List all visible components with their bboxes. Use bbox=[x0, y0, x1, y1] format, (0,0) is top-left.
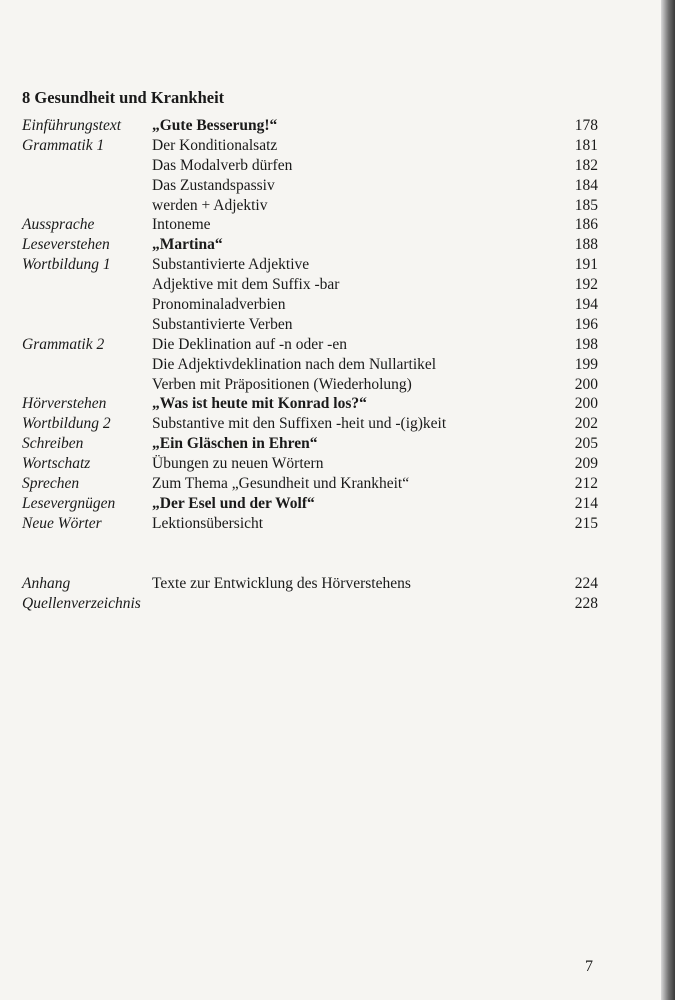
toc-entry bbox=[22, 375, 598, 395]
toc-entry bbox=[22, 156, 598, 176]
toc-section-label bbox=[22, 176, 152, 196]
toc-entry-title: „Martina“ bbox=[152, 236, 223, 254]
toc-entry bbox=[22, 136, 598, 156]
toc-section-label bbox=[22, 196, 152, 216]
toc-section-label bbox=[22, 295, 152, 315]
toc-entry bbox=[22, 295, 598, 315]
toc-section-label: Wortschatz bbox=[22, 455, 91, 473]
toc-entry bbox=[22, 275, 598, 295]
toc-page-number: 192 bbox=[574, 276, 598, 294]
toc-entry-title: Die Deklination auf -n oder -en bbox=[152, 335, 347, 353]
toc-page-number: 224 bbox=[574, 575, 598, 592]
toc-page-number: 196 bbox=[574, 315, 598, 333]
toc-entry bbox=[22, 454, 598, 474]
toc-section-label: Sprechen bbox=[22, 475, 80, 493]
toc-entry-title: Zum Thema „Gesundheit und Krankheit“ bbox=[152, 475, 410, 493]
toc-entry bbox=[22, 414, 598, 434]
toc-entry bbox=[22, 315, 598, 335]
toc-entry bbox=[22, 116, 598, 136]
toc-section-label bbox=[22, 275, 152, 295]
toc-entry-title: Das Zustandspassiv bbox=[152, 176, 275, 194]
toc-section-label bbox=[22, 156, 152, 176]
toc-section-label: Wortbildung 1 bbox=[22, 256, 111, 274]
page-edge-shadow bbox=[661, 0, 675, 1000]
toc-entry bbox=[22, 235, 598, 255]
toc-section-label: Anhang bbox=[22, 575, 71, 592]
toc-entry-title: Pronominaladverbien bbox=[152, 296, 286, 314]
toc-entry-title: Der Konditionalsatz bbox=[152, 136, 278, 154]
toc-entry bbox=[22, 255, 598, 275]
toc-page-number: 198 bbox=[574, 335, 598, 353]
toc-page-number: 186 bbox=[574, 216, 598, 234]
toc-entry bbox=[22, 494, 598, 514]
toc-entry-title: „Was ist heute mit Konrad los?“ bbox=[152, 395, 367, 413]
toc-page-number: 191 bbox=[574, 256, 598, 274]
toc-entry-title: „Ein Gläschen in Ehren“ bbox=[152, 435, 318, 453]
toc-section-label: Wortbildung 2 bbox=[22, 415, 111, 433]
toc-page-number: 184 bbox=[574, 176, 598, 194]
toc-page-number: 205 bbox=[574, 435, 598, 453]
toc-section-label: Quellenverzeichnis bbox=[22, 594, 141, 612]
toc-entry bbox=[22, 196, 598, 216]
toc-entry-title: Intoneme bbox=[152, 216, 211, 234]
toc-page-number: 212 bbox=[574, 475, 598, 493]
toc-section-label bbox=[22, 375, 152, 395]
toc-page-number: 202 bbox=[574, 415, 598, 433]
toc-entry bbox=[22, 574, 598, 594]
toc-entry-title: werden + Adjektiv bbox=[152, 196, 268, 214]
toc-page-number: 214 bbox=[574, 494, 598, 512]
toc-section-label: Lesevergnügen bbox=[22, 494, 116, 512]
toc-page-number: 182 bbox=[574, 156, 598, 174]
toc-entry bbox=[22, 215, 598, 235]
toc-entry bbox=[22, 394, 598, 414]
toc-entry-title: „Gute Besserung!“ bbox=[152, 117, 278, 134]
toc-section-label bbox=[22, 315, 152, 335]
toc-page-number: 185 bbox=[574, 196, 598, 214]
appendix-list bbox=[22, 574, 598, 614]
page-number: 7 bbox=[585, 958, 593, 975]
toc-entry bbox=[22, 474, 598, 494]
toc-entry bbox=[22, 594, 598, 614]
toc-page-number: 188 bbox=[574, 236, 598, 254]
toc-entry bbox=[22, 355, 598, 375]
toc-list bbox=[22, 116, 598, 534]
toc-page-number: 228 bbox=[574, 594, 598, 612]
toc-page-number: 194 bbox=[574, 296, 598, 314]
toc-section-label: Hörverstehen bbox=[22, 395, 107, 413]
toc-page-number: 209 bbox=[574, 455, 598, 473]
toc-entry-title: Adjektive mit dem Suffix -bar bbox=[152, 276, 340, 294]
toc-entry bbox=[22, 176, 598, 196]
toc-entry-title: „Der Esel und der Wolf“ bbox=[152, 494, 315, 512]
toc-section-label bbox=[22, 355, 152, 375]
toc-entry-title: Die Adjektivdeklination nach dem Nullartikel bbox=[152, 355, 437, 373]
toc-page-number: 178 bbox=[574, 117, 598, 134]
toc-entry bbox=[22, 514, 598, 534]
toc-section-label: Schreiben bbox=[22, 435, 84, 453]
toc-section-label: Grammatik 2 bbox=[22, 335, 105, 353]
toc-page-number: 199 bbox=[574, 355, 598, 373]
toc-entry-title: Lektionsübersicht bbox=[152, 514, 264, 532]
toc-section-label: Neue Wörter bbox=[22, 514, 102, 532]
toc-page-number: 181 bbox=[574, 136, 598, 154]
toc-page-number: 200 bbox=[574, 375, 598, 393]
toc-entry-title: Substantivierte Adjektive bbox=[152, 256, 310, 274]
toc-entry-title: Das Modalverb dürfen bbox=[152, 156, 293, 174]
toc-entry-title bbox=[141, 594, 548, 614]
toc-page-number: 215 bbox=[574, 514, 598, 532]
toc-entry-title: Substantive mit den Suffixen -heit und -(ig)keit bbox=[152, 415, 447, 433]
chapter-heading: 8 Gesundheit und Krankheit bbox=[22, 88, 225, 107]
toc-entry-title: Übungen zu neuen Wörtern bbox=[152, 455, 324, 473]
toc-section-label: Einführungstext bbox=[22, 117, 122, 134]
toc-page-number: 200 bbox=[574, 395, 598, 413]
toc-entry bbox=[22, 434, 598, 454]
toc-entry-title: Substantivierte Verben bbox=[152, 315, 293, 333]
toc-entry-title: Verben mit Präpositionen (Wiederholung) bbox=[152, 375, 412, 393]
toc-section-label: Grammatik 1 bbox=[22, 136, 105, 154]
toc-section-label: Aussprache bbox=[22, 216, 95, 234]
toc-section-label: Leseverstehen bbox=[22, 236, 110, 254]
toc-entry bbox=[22, 335, 598, 355]
toc-entry-title: Texte zur Entwicklung des Hörverstehens bbox=[152, 575, 411, 592]
